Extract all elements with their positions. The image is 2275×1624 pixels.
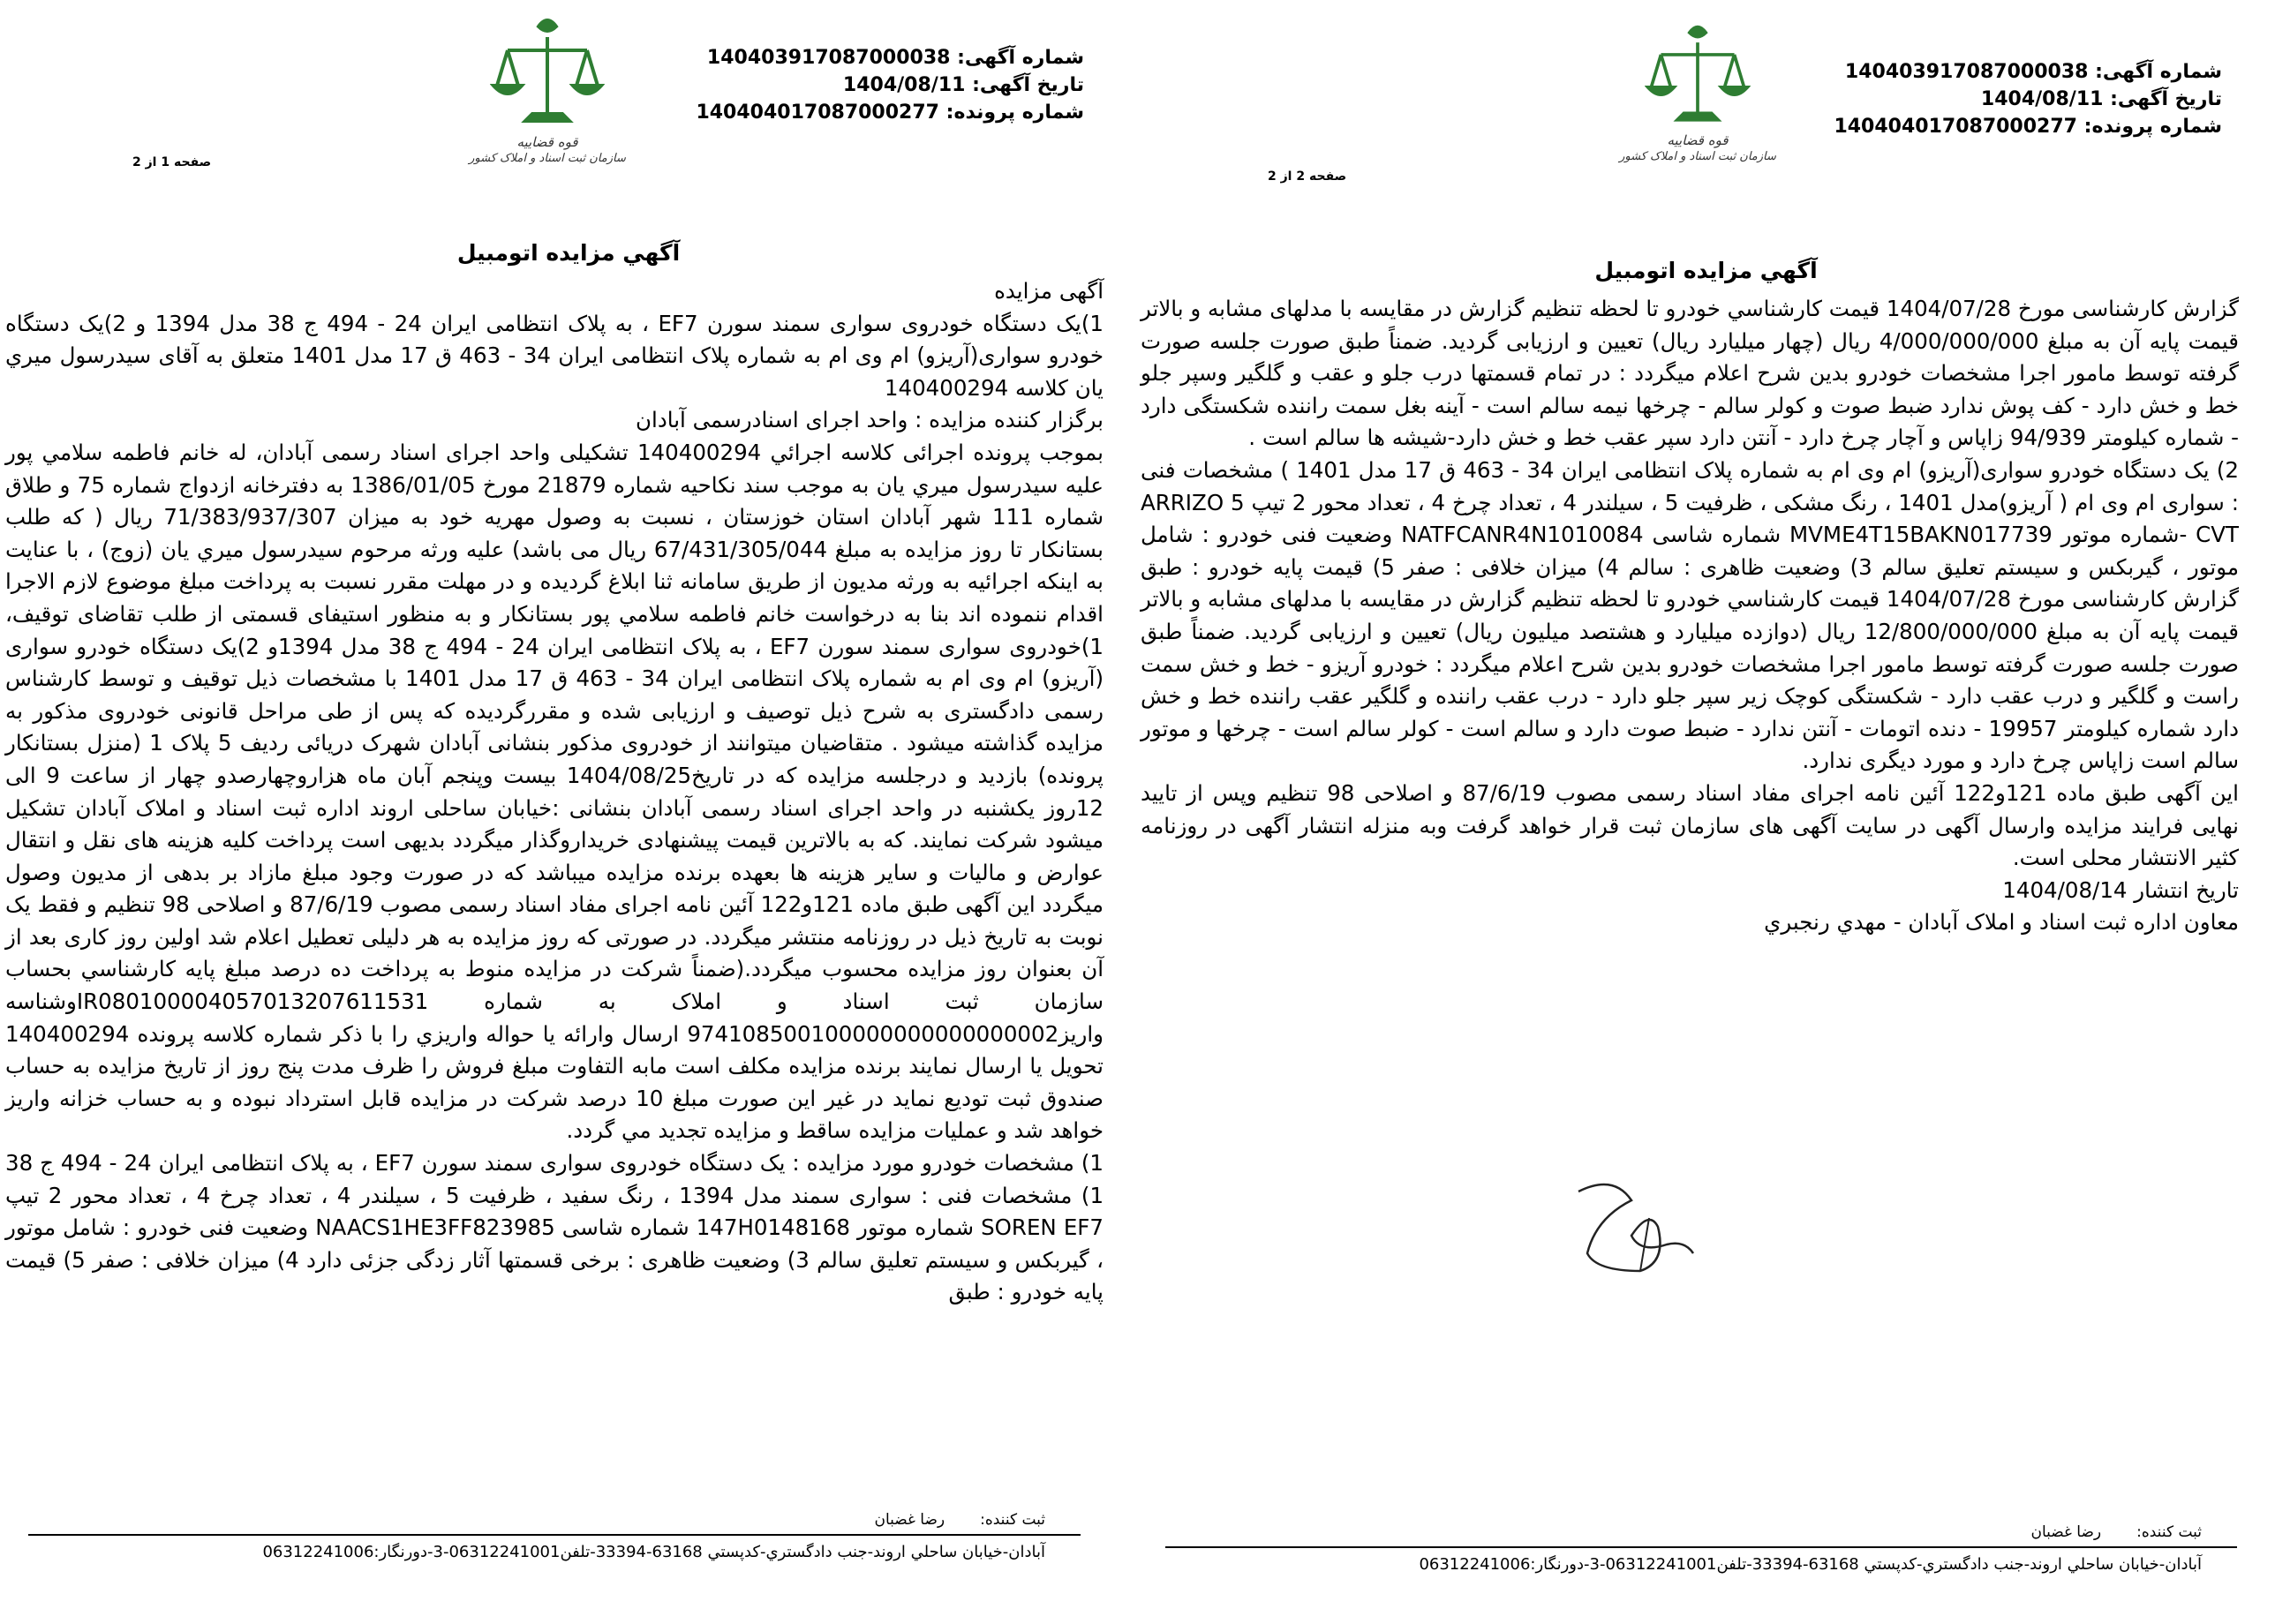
case-number-row: شماره پرونده: 140404017087000277 [696,102,1084,124]
case-number: 140404017087000277 [1834,116,2077,138]
page-2 [1137,0,2275,1624]
registrar: ثبت کننده: رضا غضبان [2030,1523,2202,1541]
paragraph: این آگهی طبق ماده 121و122 آئین نامه اجرای مفاد اسناد رسمی مصوب 87/6/19 و اصلاحی 98 تنظیم وپس از تایید نهایی فرایند مزایده وارسال آگهی در سایت آگهی های سازمان ثبت قرار خواهد گرفت وبه منزله انتشار آگهی در روزنامه کثیر الانتشار محلی است. [1141,779,2239,871]
footer-address: آبادان-خیابان ساحلي اروند-جنب دادگستري-کدپستي 63168-33394-تلفن06312241001-3-دورنگار:06312241006 [262,1543,1045,1561]
document-body [1141,293,2239,939]
judiciary-emblem [459,11,636,165]
org-subtitle: سازمان ثبت اسناد و املاک کشور [1619,150,1776,163]
scales-of-justice-icon [490,11,605,134]
judiciary-emblem [1618,18,1777,163]
header-info [696,44,1084,126]
header-info [1834,58,2222,140]
signature [1561,1165,1720,1292]
ad-date: 1404/08/11 [842,74,966,96]
document-body [5,275,1104,1309]
paragraph: بموجب پرونده اجرائی کلاسه اجرائي 140400294 تشکیلی واحد اجرای اسناد رسمی آبادان، له خانم فاطمه سلامي پور علیه سیدرسول میري یان به موجب سند نکاحیه شماره 21879 مورخ 1386/01/05 به دفترخانه ازدواج شماره 75 و طلاق شماره 111 شهر آبادان استان خوزستان ، نسبت به وصول مهریه خود به میزان 71/383/937/307 ریال ( که طلب بستانکار تا روز مزایده به مبلغ 67/431/305/044 ریال می باشد) علیه ورثه مرحوم سیدرسول میري یان (زوج) ، با عنایت به اینکه اجرائیه به ورثه مدیون از طریق سامانه ثنا ابلاغ گردیده و در مهلت مقرر نسبت به پرداخت مبلغ موضوع لازم الاجرا اقدام ننموده اند بنا به درخواست خانم فاطمه سلامي پور بستانکار و به منظور استیفای قسمتی از طلب تقاضای توقیف، 1)خودروی سواری سمند سورن EF7 ، به پلاک انتظامی ایران 24 - 494 ج 38 مدل 1394و 2)یک دستگاه خودرو سواری (آریزو) ام وی ام به شماره پلاک انتظامی ایران 34 - 463 ق 17 مدل 1401 با مشخصات ذیل توقیف و توسط کارشناس رسمی دادگستری به شرح ذیل توصیف و ارزیابی شده و مقررگردیده که پس از طی مراحل قانونی خودروی مذکور به مزایده گذاشته میشود . متقاضیان میتوانند از خودروی مذکور بنشانی آبادان شهرک دریائی ردیف 5 پلاک 1 (منزل بستانکار پرونده) بازدید و درجلسه مزایده که در تاریخ1404/08/25 بیست وپنجم آبان ماه هزاروچهارصدو چهار از ساعت 9 الی 12روز یکشنبه در واحد اجرای اسناد رسمی آبادان بنشانی :خیابان ساحلی اروند اداره ثبت اسناد و املاک آبادان تشکیل میشود شرکت نمایند. که به بالاترین قیمت پیشنهادی خریداروگذار میگردد بدیهی است پرداخت کلیه هزینه های نقل و انتقال عوارض و مالیات و سایر هزینه ها بعهده برنده مزایده میباشد که در صورت وجود مبلغ مازاد بر بدهی از مدیون وصول میگردد این آگهی طبق ماده 121و122 آئین نامه اجرای مفاد اسناد رسمی مصوب 87/6/19 و اصلاحی 98 تنظیم و فقط یک نوبت به تاریخ ذیل در روزنامه منتشر میگردد. در صورتی که روز مزایده به هر دلیلی تعطیل اعلام شد اولین روز کاری بعد از آن بعنوان روز مزایده محسوب میگردد.(ضمناً شرکت در مزایده منوط به پرداخت ده درصد مبلغ پایه کارشناسي بحساب سازمان ثبت اسناد و املاک به شماره IR080100004057013207611531وشناسه واریز974108500100000000000000002 ارسال وارائه یا حواله واریزي را با ذکر شماره کلاسه پرونده 140400294 تحویل یا ارسال نمایند برنده مزایده مکلف است مابه التفاوت مبلغ فروش را ظرف مدت پنج روز از تاریخ مزایده به حساب صندوق ثبت تودیع نماید در غیر این صورت مبلغ 10 درصد شرکت در مزایده قابل استرداد نبوده و به حساب خزانه واریز خواهد شد و عملیات مزایده ساقط و مزایده تجدید مي گردد. [5,439,1104,1144]
paragraph: 2) یک دستگاه خودرو سواری(آریزو) ام وی ام به شماره پلاک انتظامی ایران 34 - 463 ق 17 مدل 1401 ) مشخصات فنی : سواری ام وی ام ( آریزو)مدل 1401 ، رنگ مشکی ، ظرفیت 5 ، سیلندر 4 ، تعداد چرخ 4 ، تعداد محور 2 تیپ ARRIZO 5 - CVTشماره موتور MVME4T15BAKN017739 شماره شاسی NATFCANR4N1010084 وضعیت فنی خودرو : شامل موتور ، گیربکس و سیستم تعلیق سالم 3) وضعیت ظاهری : سالم 4) میزان خلافی : صفر 5) قیمت پایه خودرو : طبق گزارش کارشناسی مورخ 1404/07/28 قیمت کارشناسي خودرو تا لحظه تنظیم گزارش در مقایسه با مدلهای مشابه و بالاتر قیمت پایه آن به مبلغ 12/800/000/000 ریال (دوازده میلیارد و هشتصد میلیون ریال) تعیین و ارزیابی گردید. ضمناً طبق صورت جلسه صورت گرفته توسط مامور اجرا مشخصات خودرو بدین شرح اعلام میگردد : خودرو آریزو - خط و خش سمت راست و گلگیر و درب عقب دارد - شکستگی کوچک زیر سپر جلو دارد - درب عقب راننده و گلگیر عقب راننده خط و خش دارد شماره کیلومتر 19957 - دنده اتومات - آنتن ندارد - ضبط صوت دارد و سالم است - کولر سالم است - چرخها و موتور سالم است زاپاس چرخ دارد و مورد دیگری ندارد. [1141,456,2240,774]
signatory: معاون اداره ثبت اسناد و املاک آبادان - مهدي رنجبري [1764,909,2239,936]
ad-date-row: تاریخ آگهی: 1404/08/11 [842,74,1084,96]
page-label: صفحه 1 از 2 [132,155,212,169]
footer-divider [28,1534,1081,1536]
ad-date-row: تاریخ آگهی: 1404/08/11 [1980,88,2222,110]
ad-date: 1404/08/11 [1980,88,2104,110]
paragraph: برگزار کننده مزایده : واحد اجرای اسنادرسمی آبادان [636,407,1104,433]
org-name: قوه قضاییه [516,134,578,150]
page-1 [0,0,1137,1624]
paragraph: آگهی مزایده [994,278,1104,304]
org-subtitle: سازمان ثبت اسناد و املاک کشور [469,152,626,165]
org-name: قوه قضاییه [1667,132,1729,148]
paragraph: 1) مشخصات خودرو مورد مزایده : یک دستگاه خودروی سواری سمند سورن EF7 ، به پلاک انتظامی ایران 24 - 494 ج 38 1) مشخصات فنی : سواری سمند مدل 1394 ، رنگ سفید ، ظرفیت 5 ، سیلندر 4 ، تعداد چرخ 4 ، تعداد محور 2 تیپ SOREN EF7 شماره موتور 147H0148168 شماره شاسی NAACS1HE3FF823985 وضعیت فنی خودرو : شامل موتور ، گیربکس و سیستم تعلیق سالم 3) وضعیت ظاهری : برخی قسمتها آثار زدگی جزئی دارد 4) میزان خلافی : صفر 5) قیمت پایه خودرو : طبق [5,1150,1104,1305]
case-number: 140404017087000277 [696,102,939,124]
footer-address: آبادان-خیابان ساحلي اروند-جنب دادگستري-کدپستي 63168-33394-تلفن06312241001-3-دورنگار:06312241006 [1419,1555,2202,1574]
ad-number-row: شماره آگهی: 140403917087000038 [706,47,1084,69]
paragraph: گزارش کارشناسی مورخ 1404/07/28 قیمت کارشناسي خودرو تا لحظه تنظیم گزارش در مقایسه با مدلهای مشابه و بالاتر قیمت پایه آن به مبلغ 4/000/000/000 ریال (چهار میلیارد ریال) تعیین و ارزیابی گردید. ضمناً طبق صورت جلسه صورت گرفته توسط مامور اجرا مشخصات خودرو بدین شرح اعلام میگردد : در تمام قسمتها درب جلو و عقب و گلگیر وسپر جلو خط و خش دارد - کف پوش ندارد ضبط صوت و کولر سالم - چرخها نیمه سالم است - آینه بغل سمت راننده شکستگی دارد - شماره کیلومتر 94/939 زاپاس و آچار چرخ دارد - آنتن دارد سپر عقب خط و خش دارد-شیشه ها سالم است . [1141,296,2240,451]
handwritten-signature-icon [1561,1165,1720,1289]
registrar-name: رضا غضبان [874,1511,945,1529]
paragraph: 1)یک دستگاه خودروی سواری سمند سورن EF7 ، به پلاک انتظامی ایران 24 - 494 ج 38 مدل 1394 و 2)یک دستگاه خودرو سواری(آریزو) ام وی ام به شماره پلاک انتظامی ایران 34 - 463 ق 17 مدل 1401 متعلق به آقای سیدرسول میري یان کلاسه 140400294 [5,310,1104,401]
page-title: آگهي مزایده اتومبیل [456,240,681,266]
case-number-row: شماره پرونده: 140404017087000277 [1834,116,2222,138]
ad-number: 140403917087000038 [1844,61,2089,83]
scales-of-justice-icon [1645,18,1751,132]
registrar: ثبت کننده: رضا غضبان [874,1511,1045,1529]
ad-number-row: شماره آگهی: 140403917087000038 [1844,61,2222,83]
registrar-name: رضا غضبان [2030,1523,2102,1541]
ad-number: 140403917087000038 [706,47,951,69]
footer-divider [1165,1546,2237,1548]
footer [28,1511,1081,1561]
page-label: صفحه 2 از 2 [1268,169,1347,184]
publish-date: تاریخ انتشار 1404/08/14 [2002,876,2239,903]
page-title: آگهي مزایده اتومبیل [1594,258,1818,283]
footer [1165,1523,2237,1574]
